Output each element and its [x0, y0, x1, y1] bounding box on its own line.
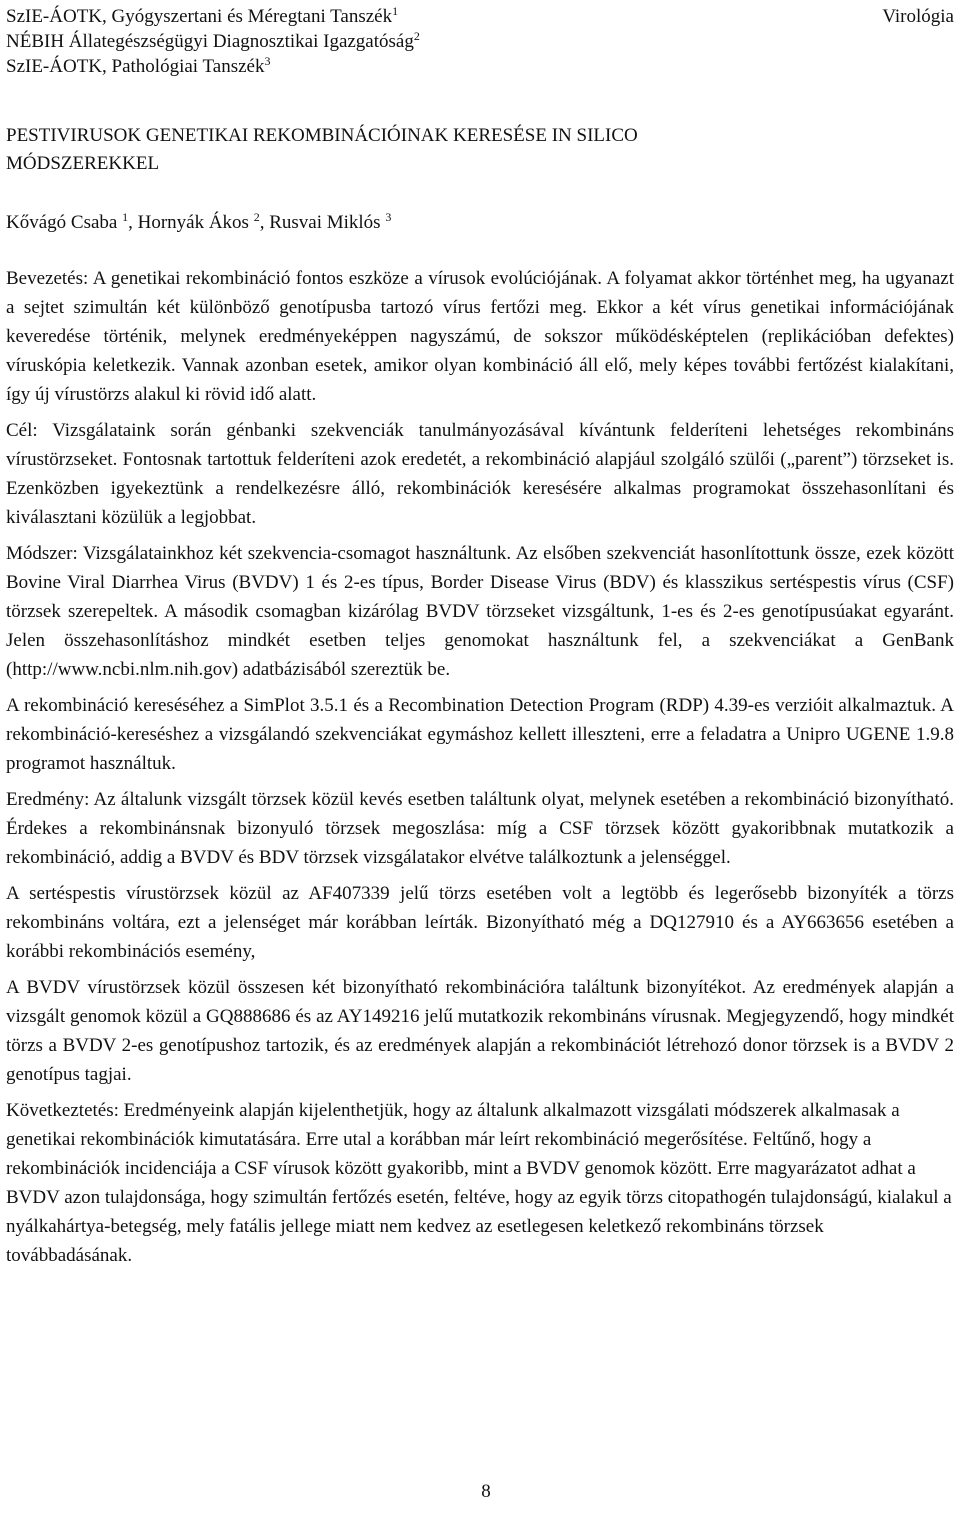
- title-line-1: PESTIVIRUSOK GENETIKAI REKOMBINÁCIÓINAK KERESÉSE IN SILICO: [6, 125, 638, 146]
- paragraph-aim: Cél: Vizsgálataink során génbanki szekvenciák tanulmányozásával kívántunk felderíteni lehetséges rekombináns vírustörzseket. Fontosnak tartottuk felderíteni azok eredetét, a rekombináció alapjául szolgáló szülői („parent”) törzseket is. Ezenközben igyekeztünk a rendelkezésre álló, rekombinációk keresésére alkalmas programokat összehasonlítani és kiválasztani közülük a legjobbat.: [6, 420, 954, 528]
- paragraph-results: Eredmény: Az általunk vizsgált törzsek közül kevés esetben találtunk olyat, melynek esetében a rekombináció bizonyítható. Érdekes a rekombinánsnak bizonyuló törzsek megoszlása: míg a CSF törzsek között gyakoribbnak mutatkozik a rekombináció, addig a BVDV és BDV törzsek vizsgálatakor elvétve találkoztunk a jelenséggel.: [6, 789, 954, 868]
- paper-title: [6, 122, 954, 178]
- affiliation-2: NÉBIH Állategészségügyi Diagnosztikai Igazgatóság$^2$: [6, 29, 420, 52]
- affiliations: [6, 4, 420, 79]
- affiliation-1: SzIE-ÁOTK, Gyógyszertani és Méregtani Tanszék$^1$: [6, 4, 399, 27]
- paragraph-bvdv-strains: A BVDV vírustörzsek közül összesen két bizonyítható rekombinációra találtunk bizonyítékot. Az eredmények alapján a vizsgált genomok közül a GQ888686 és az AY149216 jelű mutatkozik rekombináns vírusnak. Megjegyzendő, hogy mindkét törzs a BVDV 2-es genotípushoz tartozik, és az eredmények alapján a rekombinációt létrehozó donor törzsek is a BVDV 2 genotípus tagjai.: [6, 977, 954, 1085]
- author-3: Rusvai Miklós $^3$: [269, 210, 392, 233]
- paragraph-software: A rekombináció kereséséhez a SimPlot 3.5.1 és a Recombination Detection Program (RDP) 4.39-es verzióit alkalmaztuk. A rekombináció-kereséshez a vizsgálandó szekvenciákat egymáshoz kellett illeszteni, erre a feladatra a Unipro UGENE 1.9.8 programot használtuk.: [6, 695, 954, 774]
- document-page: [6, 0, 954, 1517]
- abstract-body: [6, 264, 954, 1274]
- paragraph-introduction: Bevezetés: A genetikai rekombináció fontos eszköze a vírusok evolúciójának. A folyamat akkor történhet meg, ha ugyanazt a sejtet szimultán két különböző genotípusba tartozó vírus fertőzi meg. Ekkor a két vírus genetikai információjának keveredése történik, melynek eredményeképpen nagyszámú, de sokszor működésképtelen (replikációban defektes) víruskópia keletkezik. Vannak azonban esetek, amikor olyan kombináció áll elő, mely képes további fertőzést kialakítani, így új vírustörzs alakul ki rövid idő alatt.: [6, 268, 954, 405]
- affiliation-3: SzIE-ÁOTK, Pathológiai Tanszék$^3$: [6, 54, 271, 77]
- paragraph-csf-strains: A sertéspestis vírustörzsek közül az AF407339 jelű törzs esetében volt a legtöbb és legerősebb bizonyíték a törzs rekombináns voltára, ezt a jelenséget már korábban leírták. Bizonyítható még a DQ127910 és a AY663656 esetében a korábbi rekombinációs esemény,: [6, 883, 954, 962]
- paragraph-conclusion: Következtetés: Eredményeink alapján kijelenthetjük, hogy az általunk alkalmazott vizsgálati módszerek alkalmasak a genetikai rekombinációk kimutatására. Erre utal a korábban már leírt rekombináció megerősítése. Feltűnő, hogy a rekombinációk incidenciája a CSF vírusok között gyakoribb, mint a BVDV genomok között. Erre magyarázatot adhat a BVDV azon tulajdonsága, hogy szimultán fertőzés esetén, feltéve, hogy az egyik törzs citopathogén tulajdonságú, kialakul a nyálkahártya-betegség, mely fatális jellege miatt nem kedvez az esetlegesen keletkező rekombináns törzsek továbbadásának.: [6, 1100, 952, 1266]
- page-number: 8: [481, 1481, 491, 1502]
- title-line-2: MÓDSZEREKKEL: [6, 153, 160, 174]
- section-label: Virológia: [882, 6, 954, 27]
- paragraph-method: Módszer: Vizsgálatainkhoz két szekvencia-csomagot használtunk. Az elsőben szekvenciát hasonlítottunk össze, ezek között Bovine Viral Diarrhea Virus (BVDV) 1 és 2-es típus, Border Disease Virus (BDV) és klasszikus sertéspestis vírus (CSF) törzsek szerepeltek. A második csomagban kizárólag BVDV törzseket vizsgáltunk, 1-es és 2-es genotípusúakat egyaránt. Jelen összehasonlításhoz mindkét esetben teljes genomokat használtunk fel, a szekvenciákat a GenBank (http://www.ncbi.nlm.nih.gov) adatbázisából szereztük be.: [6, 543, 954, 680]
- author-list: [6, 210, 391, 236]
- author-1: Kővágó Csaba $^1$,: [6, 210, 138, 233]
- author-2: Hornyák Ákos $^2$,: [137, 210, 270, 233]
